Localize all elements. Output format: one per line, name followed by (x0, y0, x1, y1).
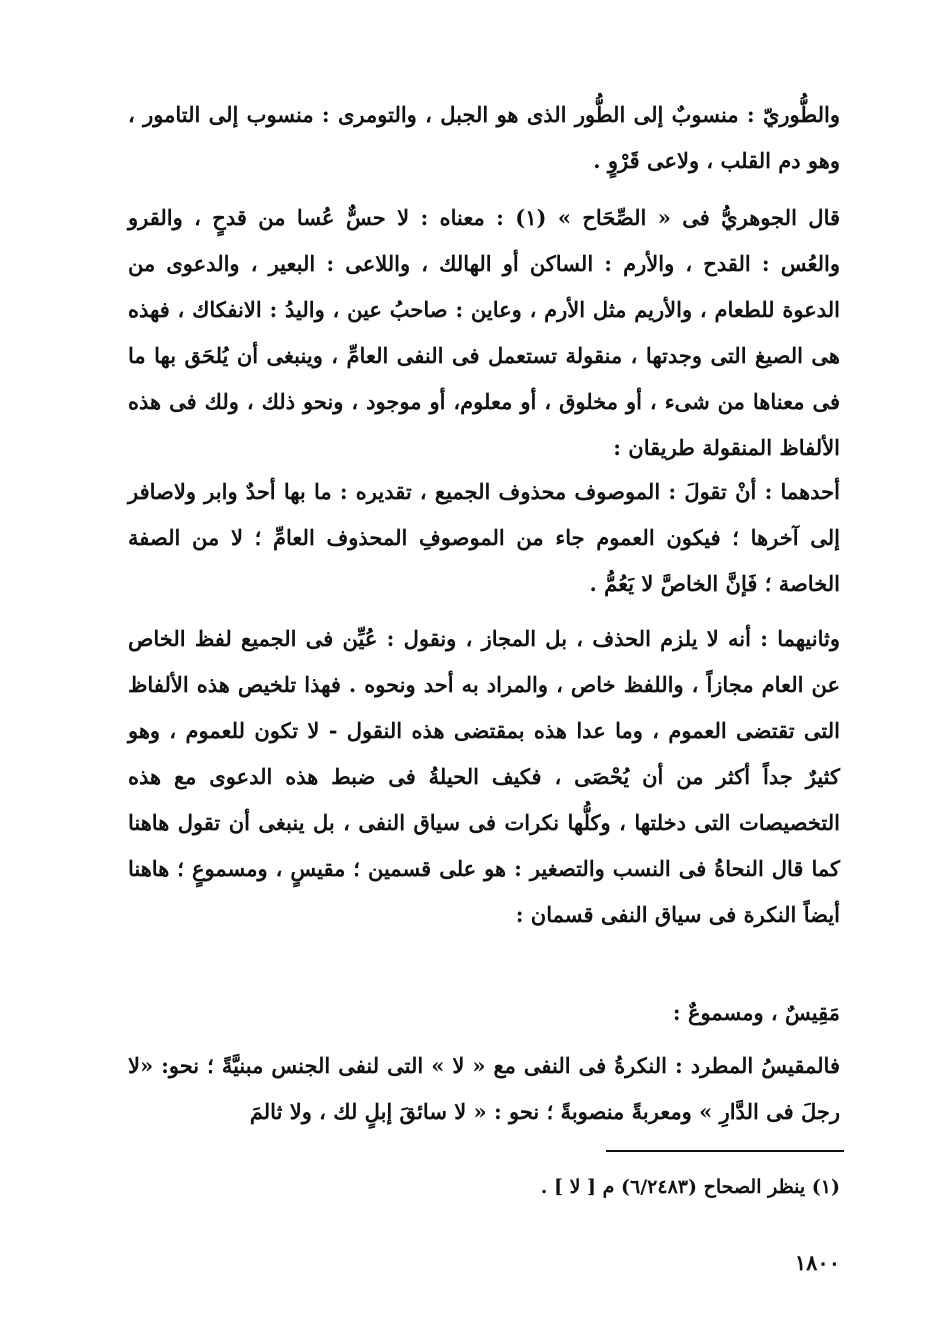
footnote-divider (606, 1150, 844, 1152)
paragraph-4: وثانيهما : أنه لا يلزم الحذف ، بل المجاز ، ونقول : عُيِّن فى الجميع لفظ الخاص عن العام مجازاً ، واللفظ خاص ، والمراد به أحد ونحوه . فهذا تلخيص هذه الألفاظ التى تقتضى العموم ، وما عدا هذه بمقتضى هذه النقول - لا تكون للعموم ، وهو كثيرٌ جداً أكثر من أن يُحْصَى ، فكيف الحيلةُ فى ضبط هذه الدعوى مع هذه التخصيصات التى دخلتها ، وكلُّها نكرات فى سياق النفى ، بل ينبغى أن تقول هاهنا كما قال النحاةُ فى النسب والتصغير : هو على قسمين ؛ مقيسٍ ، ومسموعٍ ؛ هاهنا أيضاً النكرة فى سياق النفى قسمان : (128, 626, 840, 927)
paragraph-6: فالمقيسُ المطرد : النكرةُ فى النفى مع « لا » التى لنفى الجنس مبنيَّةً ؛ نحو: «لا رجلَ فى الدَّارِ » ومعربةً منصوبةً ؛ نحو : « لا سائقَ إبلٍ لك ، ولا ثالمَ (128, 1053, 840, 1124)
page-number: ١٨٠٠ (794, 1250, 840, 1275)
paragraph-2: قال الجوهريُّ فى « الصِّحَاح » (١) : معناه : لا حسٌّ عُسا من قدحٍ ، والقرو والعُس : القدح ، والأرم : الساكن أو الهالك ، واللاعى : البعير ، والدعوى من الدعوة للطعام ، والأريم مثل الأرم ، وعاين : صاحبُ عين ، واليدُ : الانفكاك ، فهذه هى الصيغ التى وجدتها ، منقولة تستعمل فى النفى العامِّ ، وينبغى أن يُلحَق بها ما فى معناها من شىء ، أو مخلوق ، أو معلوم، أو موجود ، ونحو ذلك ، ولك فى هذه الألفاظ المنقولة طريقان : (128, 205, 841, 460)
paragraph-1: والطُّوريّ : منسوبٌ إلى الطُّور الذى هو الجبل ، والتومرى : منسوب إلى التامور ، وهو دم القلب ، ولاعى قَرْوٍ . (128, 102, 840, 173)
footnote: (١) ينظر الصحاح (٦/٢٤٨٣) م [ لا ] . (540, 1176, 840, 1198)
paragraph-3: أحدهما : أنْ تقولَ : الموصوف محذوف الجميع ، تقديره : ما بها أحدٌ وابر ولاصافر إلى آخرها ؛ فيكون العموم جاء من الموصوفِ المحذوف العامِّ ؛ لا من الصفة الخاصة ؛ فَإنَّ الخاصَّ لا يَعُمُّ . (128, 479, 840, 596)
paragraph-5: مَقِيسٌ ، ومسموعٌ : (672, 1000, 840, 1025)
